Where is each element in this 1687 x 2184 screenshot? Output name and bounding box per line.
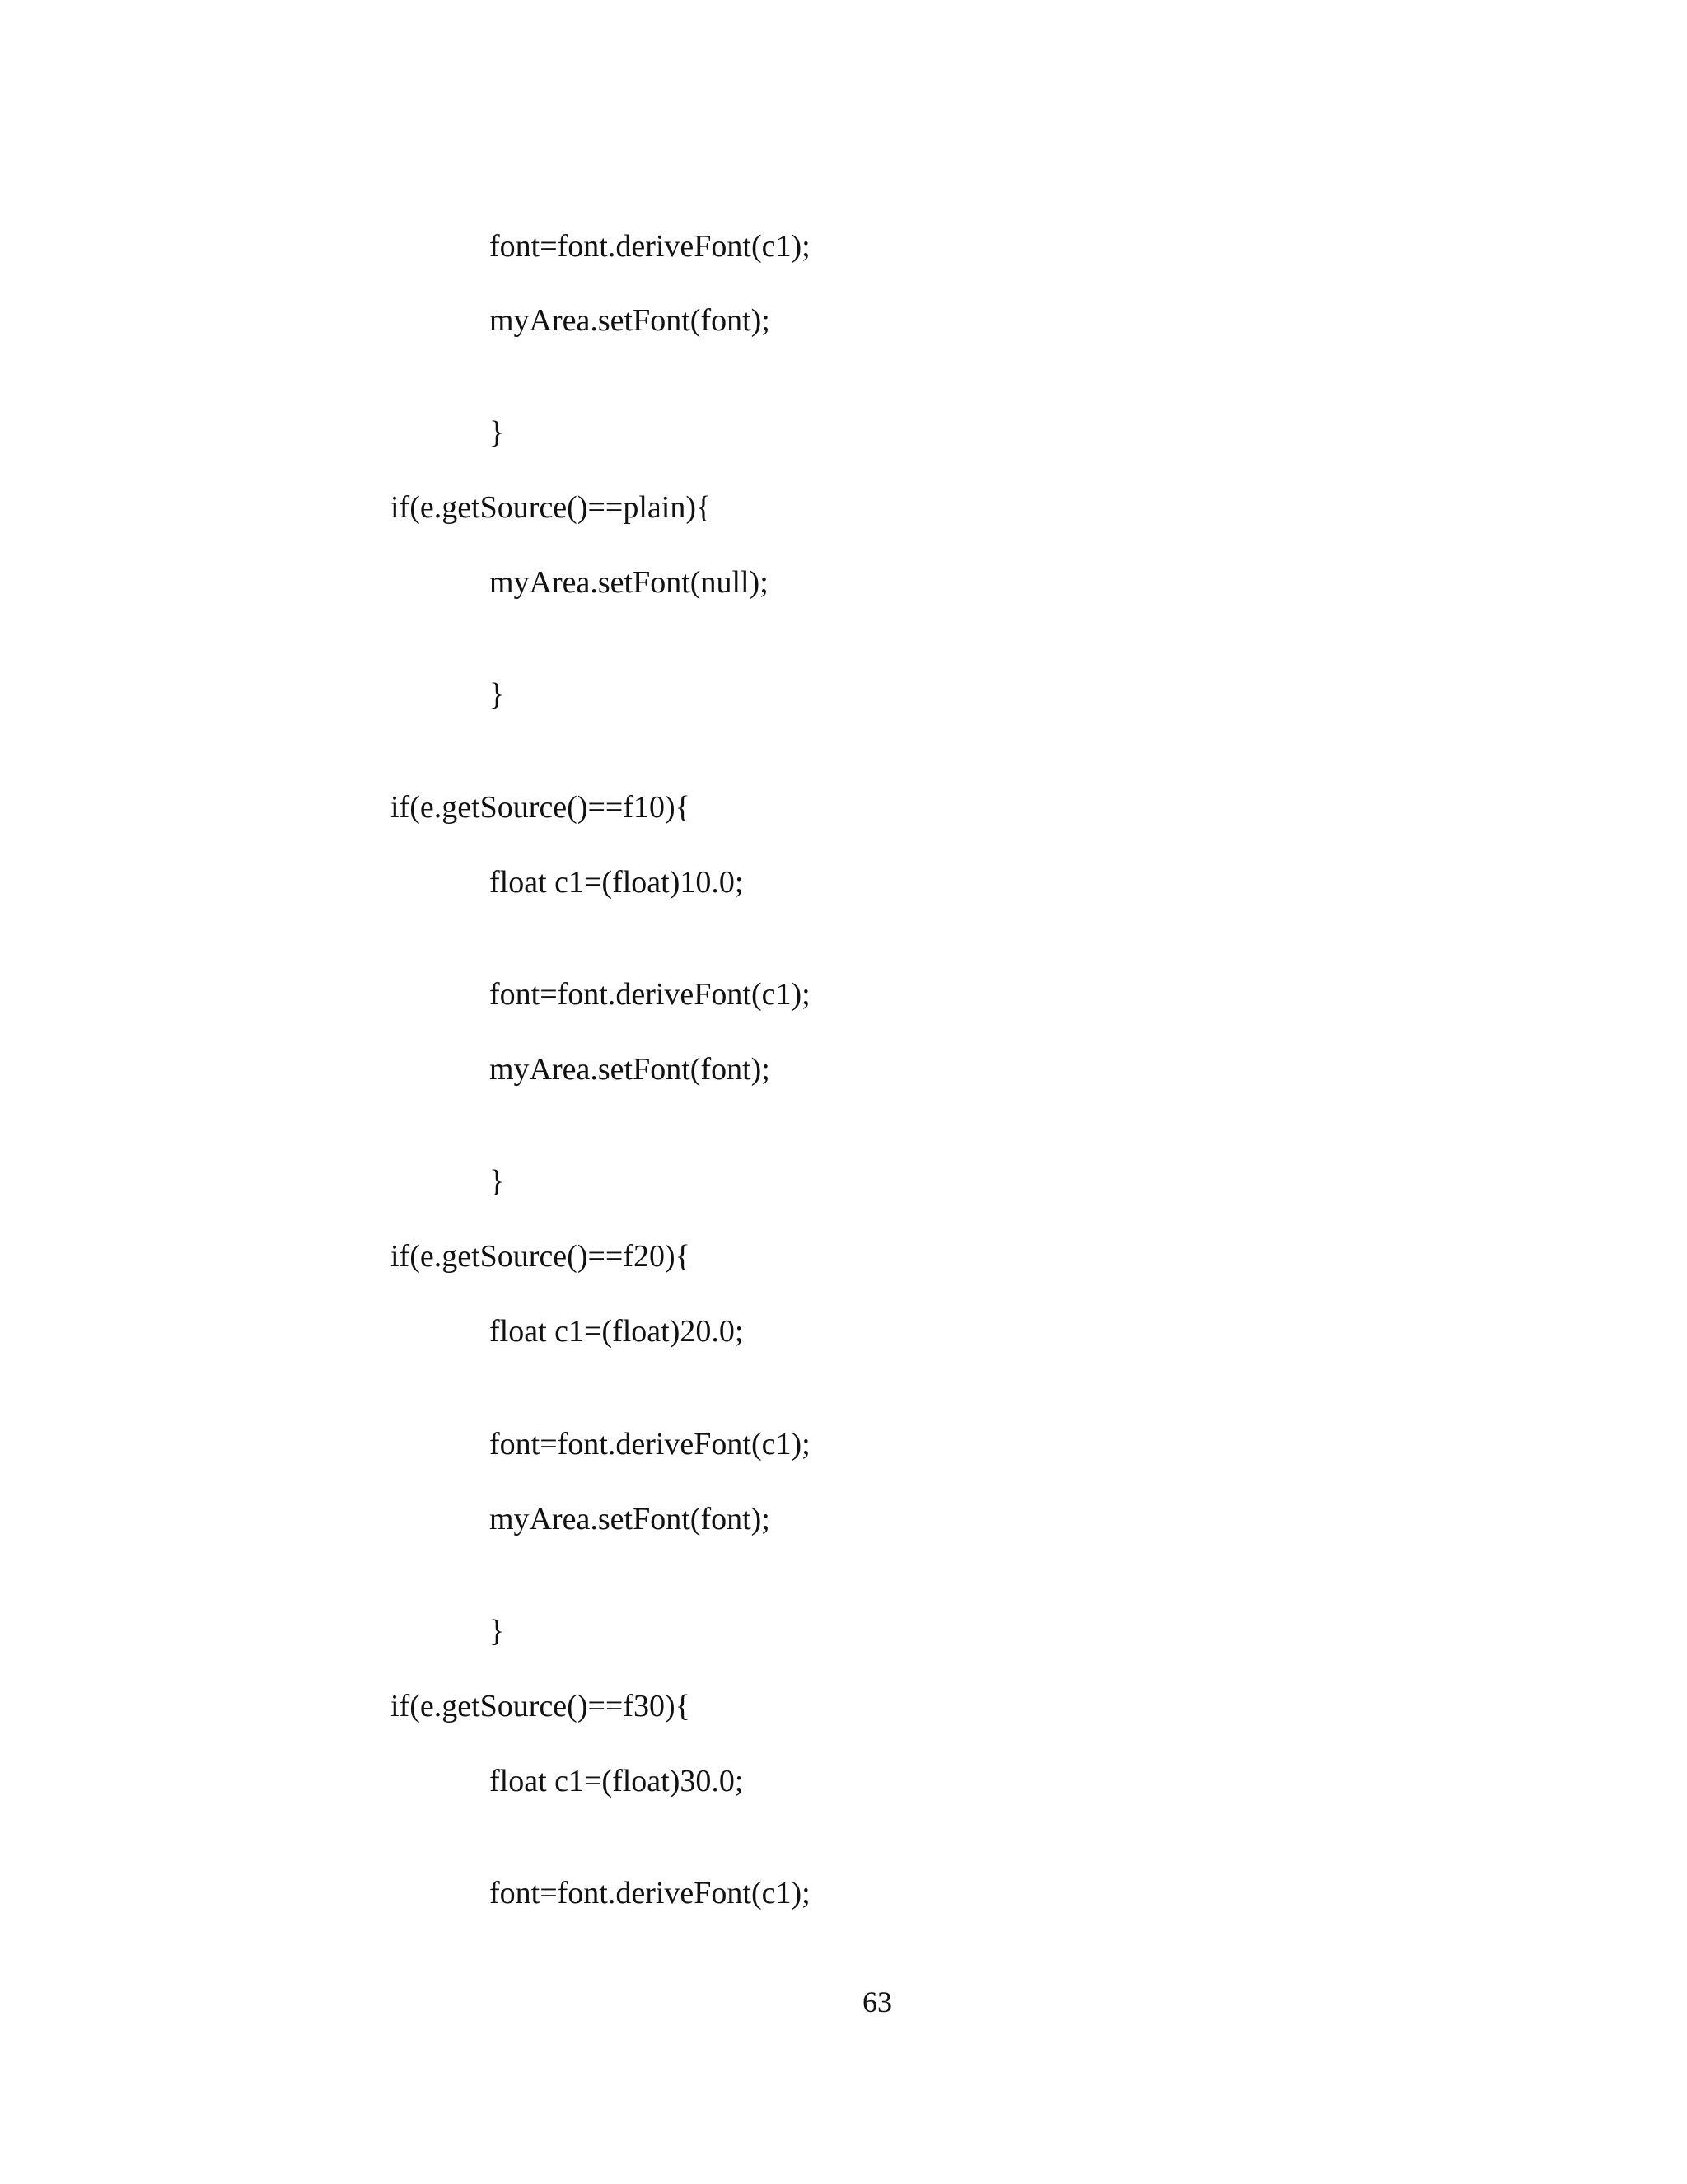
code-line: myArea.setFont(font);	[489, 303, 770, 338]
code-line: }	[489, 1164, 505, 1199]
code-line: myArea.setFont(null);	[489, 565, 769, 600]
code-line: font=font.deriveFont(c1);	[489, 1427, 811, 1461]
code-line: }	[489, 1614, 505, 1649]
code-line: float c1=(float)20.0;	[489, 1314, 744, 1349]
code-line: float c1=(float)10.0;	[489, 865, 744, 900]
code-line: if(e.getSource()==f30){	[390, 1689, 690, 1723]
code-line: if(e.getSource()==plain){	[390, 490, 712, 525]
page-number: 63	[862, 1985, 892, 2018]
code-line: if(e.getSource()==f10){	[390, 790, 690, 825]
code-line: float c1=(float)30.0;	[489, 1764, 744, 1798]
code-line: }	[489, 677, 505, 712]
code-line: font=font.deriveFont(c1);	[489, 229, 811, 264]
code-line: font=font.deriveFont(c1);	[489, 1876, 811, 1910]
code-line: if(e.getSource()==f20){	[390, 1239, 690, 1274]
code-line: font=font.deriveFont(c1);	[489, 977, 811, 1012]
code-line: myArea.setFont(font);	[489, 1052, 770, 1087]
code-line: }	[489, 415, 505, 450]
code-line: myArea.setFont(font);	[489, 1502, 770, 1536]
